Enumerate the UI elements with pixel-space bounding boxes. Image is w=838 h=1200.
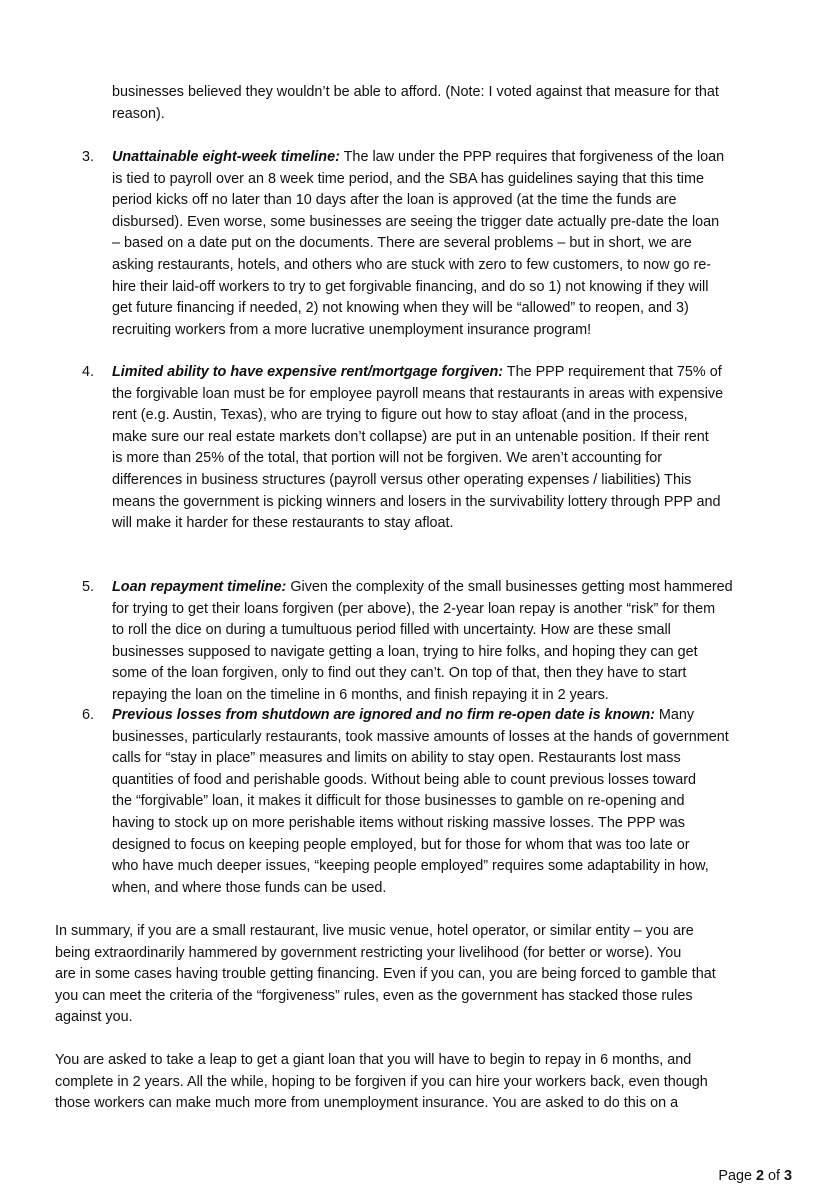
text-line: is tied to payroll over an 8 week time period, and the SBA has guidelines saying that this time	[112, 170, 704, 187]
text-line: make sure our real estate markets don’t collapse) are put in an untenable position. If their rent	[112, 428, 709, 445]
text-line: is more than 25% of the total, that portion will not be forgiven. We aren’t accounting for	[112, 450, 663, 467]
text-line: means the government is picking winners and losers in the survivability lottery through PPP and	[112, 493, 721, 510]
text-line: calls for “stay in place” measures and limits on ability to stay open. Restaurants lost mass	[112, 750, 681, 767]
text-line: reason).	[112, 105, 165, 122]
text-line: you can meet the criteria of the “forgiveness” rules, even as the government has stacked those rules	[55, 987, 693, 1004]
text-line: get future financing if needed, 2) not knowing when they will be “allowed” to reopen, and 3)	[112, 300, 689, 317]
item-heading: Unattainable eight-week timeline:	[112, 149, 340, 165]
text-line: the forgivable loan must be for employee payroll means that restaurants in areas with expensive	[112, 385, 724, 402]
item-text: The PPP requirement that 75% of	[503, 364, 722, 380]
text-line: those workers can make much more from unemployment insurance. You are asked to do this on a	[55, 1095, 679, 1112]
list-number: 6.	[82, 707, 95, 723]
list-item-6	[82, 705, 729, 899]
text-line: differences in business structures (payroll versus other operating expenses / liabilities) This	[112, 471, 692, 488]
text-line: for trying to get their loans forgiven (per above), the 2-year loan repay is another “risk” for them	[112, 600, 716, 617]
text-line: You are asked to take a leap to get a giant loan that you will have to begin to repay in 6 months, and	[55, 1052, 692, 1068]
item-heading: Previous losses from shutdown are ignored and no firm re-open date is known:	[112, 707, 655, 723]
text-line: quantities of food and perishable goods. Without being able to count previous losses toward	[112, 771, 696, 788]
page-current: 2	[755, 1168, 764, 1184]
item-heading: Limited ability to have expensive rent/mortgage forgiven:	[112, 364, 504, 380]
list-number: 4.	[82, 364, 95, 380]
text-line: repaying the loan on the timeline in 6 months, and finish repaying it in 2 years.	[112, 686, 609, 703]
text-line: against you.	[55, 1009, 133, 1026]
list-item-3	[82, 147, 725, 341]
text-line: businesses believed they wouldn’t be able to afford. (Note: I voted against that measure for that	[112, 84, 719, 100]
text-line	[112, 577, 733, 599]
page-number	[718, 1166, 792, 1188]
text-line: complete in 2 years. All the while, hoping to be forgiven if you can hire your workers back, even though	[55, 1073, 708, 1090]
intro-paragraph	[112, 82, 719, 125]
list-item-4	[82, 362, 724, 535]
text-line: being extraordinarily hammered by government restricting your livelihood (for better or worse). You	[55, 944, 682, 961]
page-of: of	[763, 1168, 784, 1184]
text-line: businesses, particularly restaurants, took massive amounts of losses at the hands of government	[112, 728, 729, 745]
text-line: hire their laid-off workers to try to get forgivable financing, and do so 1) not knowing if they will	[112, 278, 709, 295]
list-item-5	[82, 577, 733, 707]
item-text: Many	[654, 707, 695, 723]
text-line: are in some cases having trouble getting financing. Even if you can, you are being forced to gamble that	[55, 966, 716, 983]
text-line: when, and where those funds can be used.	[112, 879, 387, 896]
item-text: Given the complexity of the small businesses getting most hammered	[286, 579, 733, 595]
text-line: having to stock up on more perishable items without risking massive losses. The PPP was	[112, 814, 685, 831]
text-line: recruiting workers from a more lucrative unemployment insurance program!	[112, 321, 592, 338]
list-number: 5.	[82, 579, 95, 595]
text-line: some of the loan forgiven, only to find out they can’t. On top of that, then they have to start	[112, 665, 687, 682]
closing-paragraph	[55, 1050, 708, 1115]
text-line: will make it harder for these restaurants to stay afloat.	[112, 515, 454, 532]
text-line	[112, 147, 724, 169]
text-line: businesses supposed to navigate getting a loan, trying to hire folks, and hoping they can get	[112, 643, 698, 660]
item-heading: Loan repayment timeline:	[112, 579, 287, 595]
text-line	[112, 362, 723, 384]
text-line: – based on a date put on the documents. There are several problems – but in short, we are	[112, 235, 692, 252]
text-line: rent (e.g. Austin, Texas), who are trying to figure out how to stay afloat (and in the process,	[112, 407, 688, 424]
page-total: 3	[783, 1168, 792, 1184]
item-text: The law under the PPP requires that forgiveness of the loan	[339, 149, 725, 165]
page-prefix: Page	[718, 1168, 756, 1184]
list-number: 3.	[82, 149, 95, 165]
text-line: In summary, if you are a small restaurant, live music venue, hotel operator, or similar entity – you are	[55, 923, 694, 939]
text-line: to roll the dice on during a tumultuous period filled with uncertainty. How are these small	[112, 622, 671, 639]
text-line: period kicks off no later than 10 days after the loan is approved (at the time the funds are	[112, 192, 677, 209]
summary-paragraph	[55, 921, 716, 1029]
text-line: asking restaurants, hotels, and others who are stuck with zero to few customers, to now go re-	[112, 256, 712, 273]
text-line: the “forgivable” loan, it makes it difficult for those businesses to gamble on re-opening and	[112, 793, 685, 810]
text-line: designed to focus on keeping people employed, but for those for whom that was too late or	[112, 836, 690, 853]
text-line	[112, 705, 729, 727]
text-line: disbursed). Even worse, some businesses are seeing the trigger date actually pre-date the loan	[112, 213, 720, 230]
text-line: who have much deeper issues, “keeping people employed” requires some adaptability in how,	[112, 858, 709, 875]
